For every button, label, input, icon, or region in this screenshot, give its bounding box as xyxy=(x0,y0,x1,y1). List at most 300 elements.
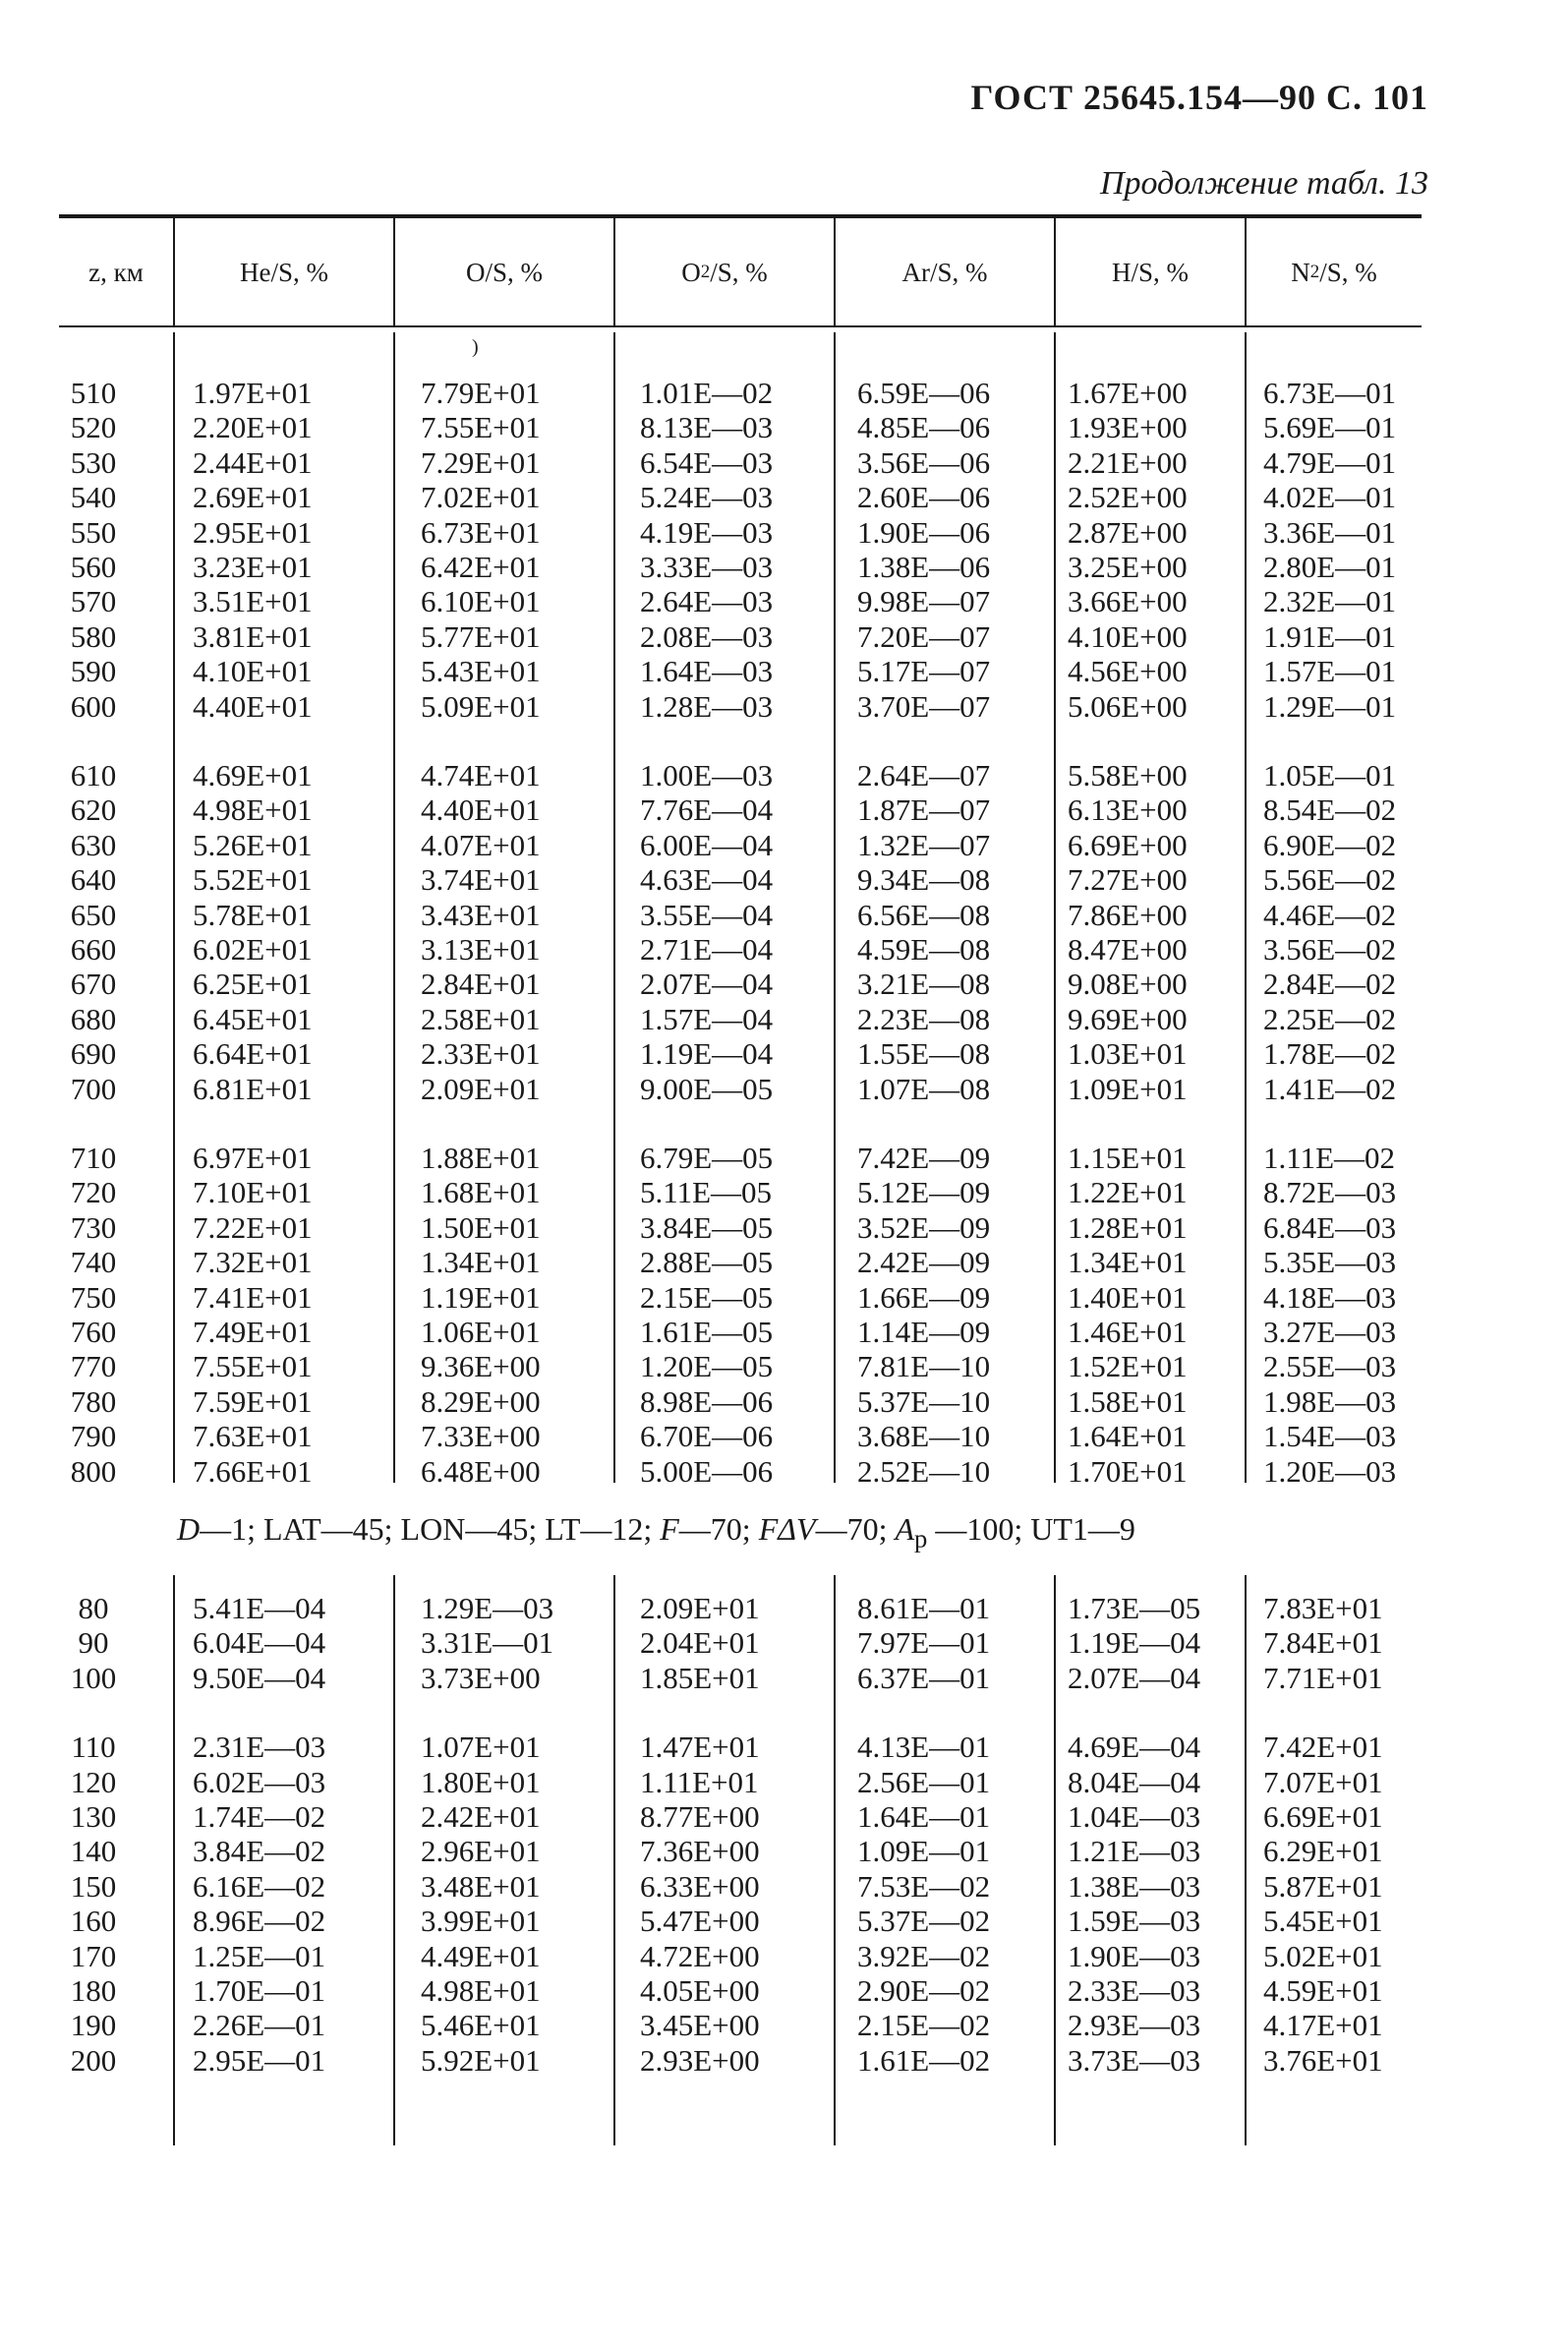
altitude-cell: 800 xyxy=(70,1453,117,1489)
value-cell: 1.29E—03 xyxy=(421,1591,554,1625)
value-cell: 1.58E+01 xyxy=(1068,1383,1188,1419)
value-cell: 1.57E—04 xyxy=(640,1001,774,1036)
value-cell: 4.63E—04 xyxy=(640,862,774,898)
value-cell: 7.79E+01 xyxy=(421,376,541,410)
altitude-cell: 540 xyxy=(70,480,117,515)
value-cell: 3.13E+01 xyxy=(421,932,541,967)
column-header-label-rest: /S, % xyxy=(710,257,768,287)
value-cell: 1.19E+01 xyxy=(421,1279,541,1315)
value-cell: 5.69E—01 xyxy=(1263,410,1397,445)
value-cell: 7.49E+01 xyxy=(193,1315,313,1349)
value-cell: 6.97E+01 xyxy=(193,1141,313,1175)
value-cell: 2.64E—07 xyxy=(857,758,991,792)
value-cell: 1.57E—01 xyxy=(1263,654,1397,689)
value-cell: 3.84E—02 xyxy=(193,1834,326,1869)
value-cell: 4.40E+01 xyxy=(193,688,313,724)
value-cell: 4.79E—01 xyxy=(1263,444,1397,480)
value-cell: 2.64E—03 xyxy=(640,584,774,619)
altitude-cell: 130 xyxy=(70,1799,117,1834)
table-row xyxy=(0,1419,1568,1454)
value-cell: 3.99E+01 xyxy=(421,1904,541,1939)
value-cell: 7.81E—10 xyxy=(857,1349,991,1384)
value-cell: 1.61E—02 xyxy=(857,2042,991,2078)
value-cell: 8.54E—02 xyxy=(1263,792,1397,828)
value-cell: 6.48E+00 xyxy=(421,1453,541,1489)
value-cell: 4.56E+00 xyxy=(1068,654,1188,689)
value-cell: 6.81E+01 xyxy=(193,1071,313,1106)
value-cell: 3.31E—01 xyxy=(421,1625,554,1661)
value-cell: 1.80E+01 xyxy=(421,1764,541,1799)
value-cell: 2.87E+00 xyxy=(1068,514,1188,550)
value-cell: 7.53E—02 xyxy=(857,1868,991,1904)
value-cell: 3.73E+00 xyxy=(421,1660,541,1695)
value-cell: 4.10E+01 xyxy=(193,654,313,689)
value-cell: 5.06E+00 xyxy=(1068,688,1188,724)
value-cell: 9.36E+00 xyxy=(421,1349,541,1384)
value-cell: 2.95E—01 xyxy=(193,2042,326,2078)
value-cell: 3.55E—04 xyxy=(640,897,774,932)
value-cell: 1.68E+01 xyxy=(421,1175,541,1210)
value-cell: 1.20E—05 xyxy=(640,1349,774,1384)
value-cell: 2.56E—01 xyxy=(857,1764,991,1799)
table-row xyxy=(0,1973,1568,2009)
value-cell: 6.56E—08 xyxy=(857,897,991,932)
value-cell: 7.20E—07 xyxy=(857,618,991,654)
value-cell: 1.09E—01 xyxy=(857,1834,991,1869)
value-cell: 4.98E+01 xyxy=(421,1973,541,2008)
stray-tick-mark: ) xyxy=(472,336,479,358)
column-header-ar xyxy=(836,218,1054,326)
altitude-cell: 510 xyxy=(70,376,117,410)
value-cell: 8.77E+00 xyxy=(640,1799,760,1834)
table-row xyxy=(0,550,1568,585)
value-cell: 1.40E+01 xyxy=(1068,1279,1188,1315)
column-header-label: N xyxy=(1291,257,1310,287)
value-cell: 8.29E+00 xyxy=(421,1383,541,1419)
value-cell: 4.85E—06 xyxy=(857,410,991,445)
altitude-cell: 90 xyxy=(78,1625,109,1661)
value-cell: 6.02E—03 xyxy=(193,1764,326,1799)
value-cell: 7.55E+01 xyxy=(421,410,541,445)
value-cell: 9.98E—07 xyxy=(857,584,991,619)
altitude-cell: 200 xyxy=(70,2042,117,2078)
column-header-label-rest: /S, % xyxy=(1319,257,1377,287)
value-cell: 5.58E+00 xyxy=(1068,758,1188,792)
value-cell: 7.66E+01 xyxy=(193,1453,313,1489)
table-row xyxy=(0,1661,1568,1696)
value-cell: 1.88E+01 xyxy=(421,1141,541,1175)
altitude-cell: 80 xyxy=(78,1591,109,1625)
value-cell: 6.73E+01 xyxy=(421,514,541,550)
value-cell: 6.16E—02 xyxy=(193,1868,326,1904)
value-cell: 5.56E—02 xyxy=(1263,862,1397,898)
value-cell: 5.35E—03 xyxy=(1263,1245,1397,1280)
table-row xyxy=(0,1002,1568,1037)
value-cell: 1.46E+01 xyxy=(1068,1315,1188,1349)
value-cell: 3.45E+00 xyxy=(640,2008,760,2043)
value-cell: 4.17E+01 xyxy=(1263,2008,1383,2043)
value-cell: 1.34E+01 xyxy=(1068,1245,1188,1280)
value-cell: 2.95E+01 xyxy=(193,514,313,550)
value-cell: 2.09E+01 xyxy=(421,1071,541,1106)
value-cell: 8.72E—03 xyxy=(1263,1175,1397,1210)
value-cell: 1.54E—03 xyxy=(1263,1419,1397,1454)
table-row xyxy=(0,1591,1568,1626)
value-cell: 1.64E—03 xyxy=(640,654,774,689)
value-cell: 4.46E—02 xyxy=(1263,897,1397,932)
value-cell: 6.45E+01 xyxy=(193,1001,313,1036)
value-cell: 2.26E—01 xyxy=(193,2008,326,2043)
value-cell: 2.32E—01 xyxy=(1263,584,1397,619)
altitude-cell: 170 xyxy=(70,1938,117,1973)
value-cell: 4.98E+01 xyxy=(193,792,313,828)
value-cell: 5.43E+01 xyxy=(421,654,541,689)
value-cell: 7.32E+01 xyxy=(193,1245,313,1280)
altitude-cell: 160 xyxy=(70,1904,117,1939)
value-cell: 2.25E—02 xyxy=(1263,1001,1397,1036)
param-f-value: —70; xyxy=(678,1511,759,1547)
value-cell: 7.33E+00 xyxy=(421,1419,541,1454)
table-row xyxy=(0,862,1568,898)
altitude-cell: 120 xyxy=(70,1764,117,1799)
value-cell: 2.09E+01 xyxy=(640,1591,760,1625)
column-header-o2 xyxy=(615,218,834,326)
value-cell: 7.71E+01 xyxy=(1263,1660,1383,1695)
value-cell: 6.54E—03 xyxy=(640,444,774,480)
value-cell: 6.79E—05 xyxy=(640,1141,774,1175)
altitude-cell: 790 xyxy=(70,1419,117,1454)
altitude-cell: 550 xyxy=(70,514,117,550)
value-cell: 8.13E—03 xyxy=(640,410,774,445)
value-cell: 2.15E—02 xyxy=(857,2008,991,2043)
value-cell: 1.50E+01 xyxy=(421,1209,541,1245)
value-cell: 3.21E—08 xyxy=(857,967,991,1002)
column-separator xyxy=(1054,218,1056,326)
value-cell: 5.47E+00 xyxy=(640,1904,760,1939)
column-separator xyxy=(1245,218,1247,326)
value-cell: 5.09E+01 xyxy=(421,688,541,724)
value-cell: 7.29E+01 xyxy=(421,444,541,480)
table-row xyxy=(0,1036,1568,1072)
altitude-cell: 150 xyxy=(70,1868,117,1904)
table-row xyxy=(0,1765,1568,1800)
value-cell: 4.40E+01 xyxy=(421,792,541,828)
value-cell: 1.87E—07 xyxy=(857,792,991,828)
altitude-cell: 690 xyxy=(70,1036,117,1072)
value-cell: 1.59E—03 xyxy=(1068,1904,1201,1939)
value-cell: 2.90E—02 xyxy=(857,1973,991,2008)
value-cell: 2.52E—10 xyxy=(857,1453,991,1489)
value-cell: 4.07E+01 xyxy=(421,827,541,862)
value-cell: 5.17E—07 xyxy=(857,654,991,689)
value-cell: 2.15E—05 xyxy=(640,1279,774,1315)
value-cell: 1.19E—04 xyxy=(1068,1625,1201,1661)
value-cell: 1.09E+01 xyxy=(1068,1071,1188,1106)
param-fdv-value: —70; xyxy=(815,1511,896,1547)
table-row xyxy=(0,1141,1568,1176)
value-cell: 7.02E+01 xyxy=(421,480,541,515)
value-cell: 1.55E—08 xyxy=(857,1036,991,1072)
value-cell: 1.22E+01 xyxy=(1068,1175,1188,1210)
table-row xyxy=(0,515,1568,551)
table-row xyxy=(0,1245,1568,1280)
value-cell: 7.63E+01 xyxy=(193,1419,313,1454)
value-cell: 2.58E+01 xyxy=(421,1001,541,1036)
value-cell: 7.76E—04 xyxy=(640,792,774,828)
value-cell: 9.00E—05 xyxy=(640,1071,774,1106)
table-row xyxy=(0,1175,1568,1210)
value-cell: 4.05E+00 xyxy=(640,1973,760,2008)
value-cell: 2.33E+01 xyxy=(421,1036,541,1072)
value-cell: 6.02E+01 xyxy=(193,932,313,967)
value-cell: 6.70E—06 xyxy=(640,1419,774,1454)
value-cell: 1.47E+01 xyxy=(640,1730,760,1765)
column-header-subscript: 2 xyxy=(1309,262,1320,282)
value-cell: 5.77E+01 xyxy=(421,618,541,654)
value-cell: 1.11E+01 xyxy=(640,1764,759,1799)
value-cell: 7.55E+01 xyxy=(193,1349,313,1384)
value-cell: 7.41E+01 xyxy=(193,1279,313,1315)
value-cell: 6.25E+01 xyxy=(193,967,313,1002)
altitude-cell: 140 xyxy=(70,1834,117,1869)
value-cell: 3.56E—06 xyxy=(857,444,991,480)
value-cell: 2.88E—05 xyxy=(640,1245,774,1280)
value-cell: 6.13E+00 xyxy=(1068,792,1188,828)
value-cell: 1.07E+01 xyxy=(421,1730,541,1765)
value-cell: 1.05E—01 xyxy=(1263,758,1397,792)
column-header-label: O/S, % xyxy=(465,257,543,287)
value-cell: 1.91E—01 xyxy=(1263,618,1397,654)
table-row xyxy=(0,2008,1568,2043)
table-row xyxy=(0,689,1568,725)
param-ap-value: —100; UT1—9 xyxy=(927,1511,1135,1547)
value-cell: 5.41E—04 xyxy=(193,1591,326,1625)
table-row xyxy=(0,898,1568,933)
value-cell: 3.70E—07 xyxy=(857,688,991,724)
value-cell: 2.07E—04 xyxy=(1068,1660,1201,1695)
value-cell: 7.36E+00 xyxy=(640,1834,760,1869)
value-cell: 4.59E—08 xyxy=(857,932,991,967)
value-cell: 1.21E—03 xyxy=(1068,1834,1201,1869)
value-cell: 5.45E+01 xyxy=(1263,1904,1383,1939)
column-separator xyxy=(613,218,615,326)
value-cell: 2.52E+00 xyxy=(1068,480,1188,515)
value-cell: 1.90E—06 xyxy=(857,514,991,550)
value-cell: 5.78E+01 xyxy=(193,897,313,932)
value-cell: 2.93E+00 xyxy=(640,2042,760,2078)
value-cell: 1.07E—08 xyxy=(857,1071,991,1106)
value-cell: 2.93E—03 xyxy=(1068,2008,1201,2043)
value-cell: 2.42E—09 xyxy=(857,1245,991,1280)
table-row xyxy=(0,619,1568,655)
value-cell: 1.73E—05 xyxy=(1068,1591,1201,1625)
table-row xyxy=(0,1280,1568,1316)
value-cell: 9.08E+00 xyxy=(1068,967,1188,1002)
value-cell: 1.28E—03 xyxy=(640,688,774,724)
table-row xyxy=(0,792,1568,828)
column-separator xyxy=(834,218,836,326)
altitude-cell: 750 xyxy=(70,1279,117,1315)
table-row xyxy=(0,1904,1568,1939)
param-ap-subscript: p xyxy=(914,1523,928,1554)
value-cell: 8.98E—06 xyxy=(640,1383,774,1419)
value-cell: 5.02E+01 xyxy=(1263,1938,1383,1973)
model-parameters-line xyxy=(177,1509,1416,1557)
value-cell: 1.20E—03 xyxy=(1263,1453,1397,1489)
altitude-cell: 680 xyxy=(70,1001,117,1036)
value-cell: 5.00E—06 xyxy=(640,1453,774,1489)
table-row xyxy=(0,584,1568,619)
value-cell: 5.12E—09 xyxy=(857,1175,991,1210)
value-cell: 2.84E—02 xyxy=(1263,967,1397,1002)
table-row xyxy=(0,1315,1568,1350)
value-cell: 7.42E—09 xyxy=(857,1141,991,1175)
value-cell: 1.90E—03 xyxy=(1068,1938,1201,1973)
param-values-text: —1; LAT—45; LON—45; LT—12; xyxy=(200,1511,661,1547)
value-cell: 1.85E+01 xyxy=(640,1660,760,1695)
value-cell: 7.07E+01 xyxy=(1263,1764,1383,1799)
value-cell: 5.26E+01 xyxy=(193,827,313,862)
value-cell: 7.59E+01 xyxy=(193,1383,313,1419)
value-cell: 6.69E+01 xyxy=(1263,1799,1383,1834)
table-row xyxy=(0,445,1568,481)
value-cell: 6.04E—04 xyxy=(193,1625,326,1661)
table-row xyxy=(0,1834,1568,1869)
column-separator xyxy=(173,218,175,326)
table-row xyxy=(0,2043,1568,2079)
value-cell: 7.97E—01 xyxy=(857,1625,991,1661)
table-row xyxy=(0,1454,1568,1490)
column-header-label: O xyxy=(681,257,701,287)
value-cell: 1.00E—03 xyxy=(640,758,774,792)
value-cell: 3.74E+01 xyxy=(421,862,541,898)
value-cell: 1.04E—03 xyxy=(1068,1799,1201,1834)
value-cell: 3.56E—02 xyxy=(1263,932,1397,967)
value-cell: 4.10E+00 xyxy=(1068,618,1188,654)
altitude-cell: 660 xyxy=(70,932,117,967)
param-fdv-symbol: FΔV xyxy=(758,1511,816,1547)
value-cell: 6.00E—04 xyxy=(640,827,774,862)
altitude-cell: 700 xyxy=(70,1071,117,1106)
value-cell: 5.37E—02 xyxy=(857,1904,991,1939)
value-cell: 6.69E+00 xyxy=(1068,827,1188,862)
value-cell: 1.98E—03 xyxy=(1263,1383,1397,1419)
value-cell: 3.76E+01 xyxy=(1263,2042,1383,2078)
altitude-cell: 730 xyxy=(70,1209,117,1245)
value-cell: 1.67E+00 xyxy=(1068,376,1188,410)
value-cell: 1.11E—02 xyxy=(1263,1141,1396,1175)
value-cell: 1.93E+00 xyxy=(1068,410,1188,445)
value-cell: 3.33E—03 xyxy=(640,550,774,584)
value-cell: 6.90E—02 xyxy=(1263,827,1397,862)
altitude-cell: 650 xyxy=(70,897,117,932)
value-cell: 2.44E+01 xyxy=(193,444,313,480)
value-cell: 5.24E—03 xyxy=(640,480,774,515)
column-header-he xyxy=(175,218,393,326)
value-cell: 5.37E—10 xyxy=(857,1383,991,1419)
value-cell: 7.83E+01 xyxy=(1263,1591,1383,1625)
value-cell: 6.64E+01 xyxy=(193,1036,313,1072)
value-cell: 9.69E+00 xyxy=(1068,1001,1188,1036)
value-cell: 1.15E+01 xyxy=(1068,1141,1188,1175)
column-header-o xyxy=(395,218,613,326)
value-cell: 1.06E+01 xyxy=(421,1315,541,1349)
value-cell: 1.03E+01 xyxy=(1068,1036,1188,1072)
column-header-label: H/S, % xyxy=(1111,257,1189,287)
value-cell: 9.34E—08 xyxy=(857,862,991,898)
value-cell: 4.18E—03 xyxy=(1263,1279,1397,1315)
altitude-cell: 520 xyxy=(70,410,117,445)
value-cell: 6.33E+00 xyxy=(640,1868,760,1904)
value-cell: 1.34E+01 xyxy=(421,1245,541,1280)
value-cell: 3.81E+01 xyxy=(193,618,313,654)
value-cell: 2.42E+01 xyxy=(421,1799,541,1834)
value-cell: 2.60E—06 xyxy=(857,480,991,515)
value-cell: 9.50E—04 xyxy=(193,1660,326,1695)
value-cell: 6.84E—03 xyxy=(1263,1209,1397,1245)
value-cell: 4.13E—01 xyxy=(857,1730,991,1765)
value-cell: 3.68E—10 xyxy=(857,1419,991,1454)
value-cell: 2.20E+01 xyxy=(193,410,313,445)
value-cell: 1.64E—01 xyxy=(857,1799,991,1834)
column-header-label: Ar/S, % xyxy=(901,257,988,287)
value-cell: 7.86E+00 xyxy=(1068,897,1188,932)
table-row xyxy=(0,1939,1568,1974)
column-header-z xyxy=(59,218,173,326)
table-row xyxy=(0,410,1568,445)
value-cell: 4.02E—01 xyxy=(1263,480,1397,515)
value-cell: 7.22E+01 xyxy=(193,1209,313,1245)
value-cell: 3.43E+01 xyxy=(421,897,541,932)
table-row xyxy=(0,758,1568,793)
altitude-cell: 570 xyxy=(70,584,117,619)
value-cell: 3.84E—05 xyxy=(640,1209,774,1245)
page-header: ГОСТ 25645.154—90 С. 101 xyxy=(970,78,1428,117)
altitude-cell: 110 xyxy=(71,1730,116,1765)
value-cell: 2.69E+01 xyxy=(193,480,313,515)
value-cell: 3.52E—09 xyxy=(857,1209,991,1245)
table-row xyxy=(0,654,1568,689)
value-cell: 5.92E+01 xyxy=(421,2042,541,2078)
column-header-n2 xyxy=(1247,218,1422,326)
value-cell: 2.07E—04 xyxy=(640,967,774,1002)
table-row xyxy=(0,1869,1568,1905)
value-cell: 8.04E—04 xyxy=(1068,1764,1201,1799)
value-cell: 1.64E+01 xyxy=(1068,1419,1188,1454)
value-cell: 7.10E+01 xyxy=(193,1175,313,1210)
value-cell: 1.01E—02 xyxy=(640,376,774,410)
value-cell: 6.10E+01 xyxy=(421,584,541,619)
value-cell: 1.78E—02 xyxy=(1263,1036,1397,1072)
value-cell: 3.27E—03 xyxy=(1263,1315,1397,1349)
value-cell: 1.32E—07 xyxy=(857,827,991,862)
table-row xyxy=(0,1799,1568,1835)
param-ap-symbol: A xyxy=(895,1511,914,1547)
value-cell: 1.52E+01 xyxy=(1068,1349,1188,1384)
column-separator xyxy=(393,218,395,326)
value-cell: 1.14E—09 xyxy=(857,1315,991,1349)
altitude-cell: 590 xyxy=(70,654,117,689)
value-cell: 8.47E+00 xyxy=(1068,932,1188,967)
altitude-cell: 530 xyxy=(70,444,117,480)
value-cell: 3.66E+00 xyxy=(1068,584,1188,619)
param-d-symbol: D xyxy=(177,1511,201,1547)
value-cell: 4.69E—04 xyxy=(1068,1730,1201,1765)
table-row xyxy=(0,1384,1568,1420)
value-cell: 3.36E—01 xyxy=(1263,514,1397,550)
table-row xyxy=(0,1349,1568,1384)
table-row xyxy=(0,1730,1568,1765)
